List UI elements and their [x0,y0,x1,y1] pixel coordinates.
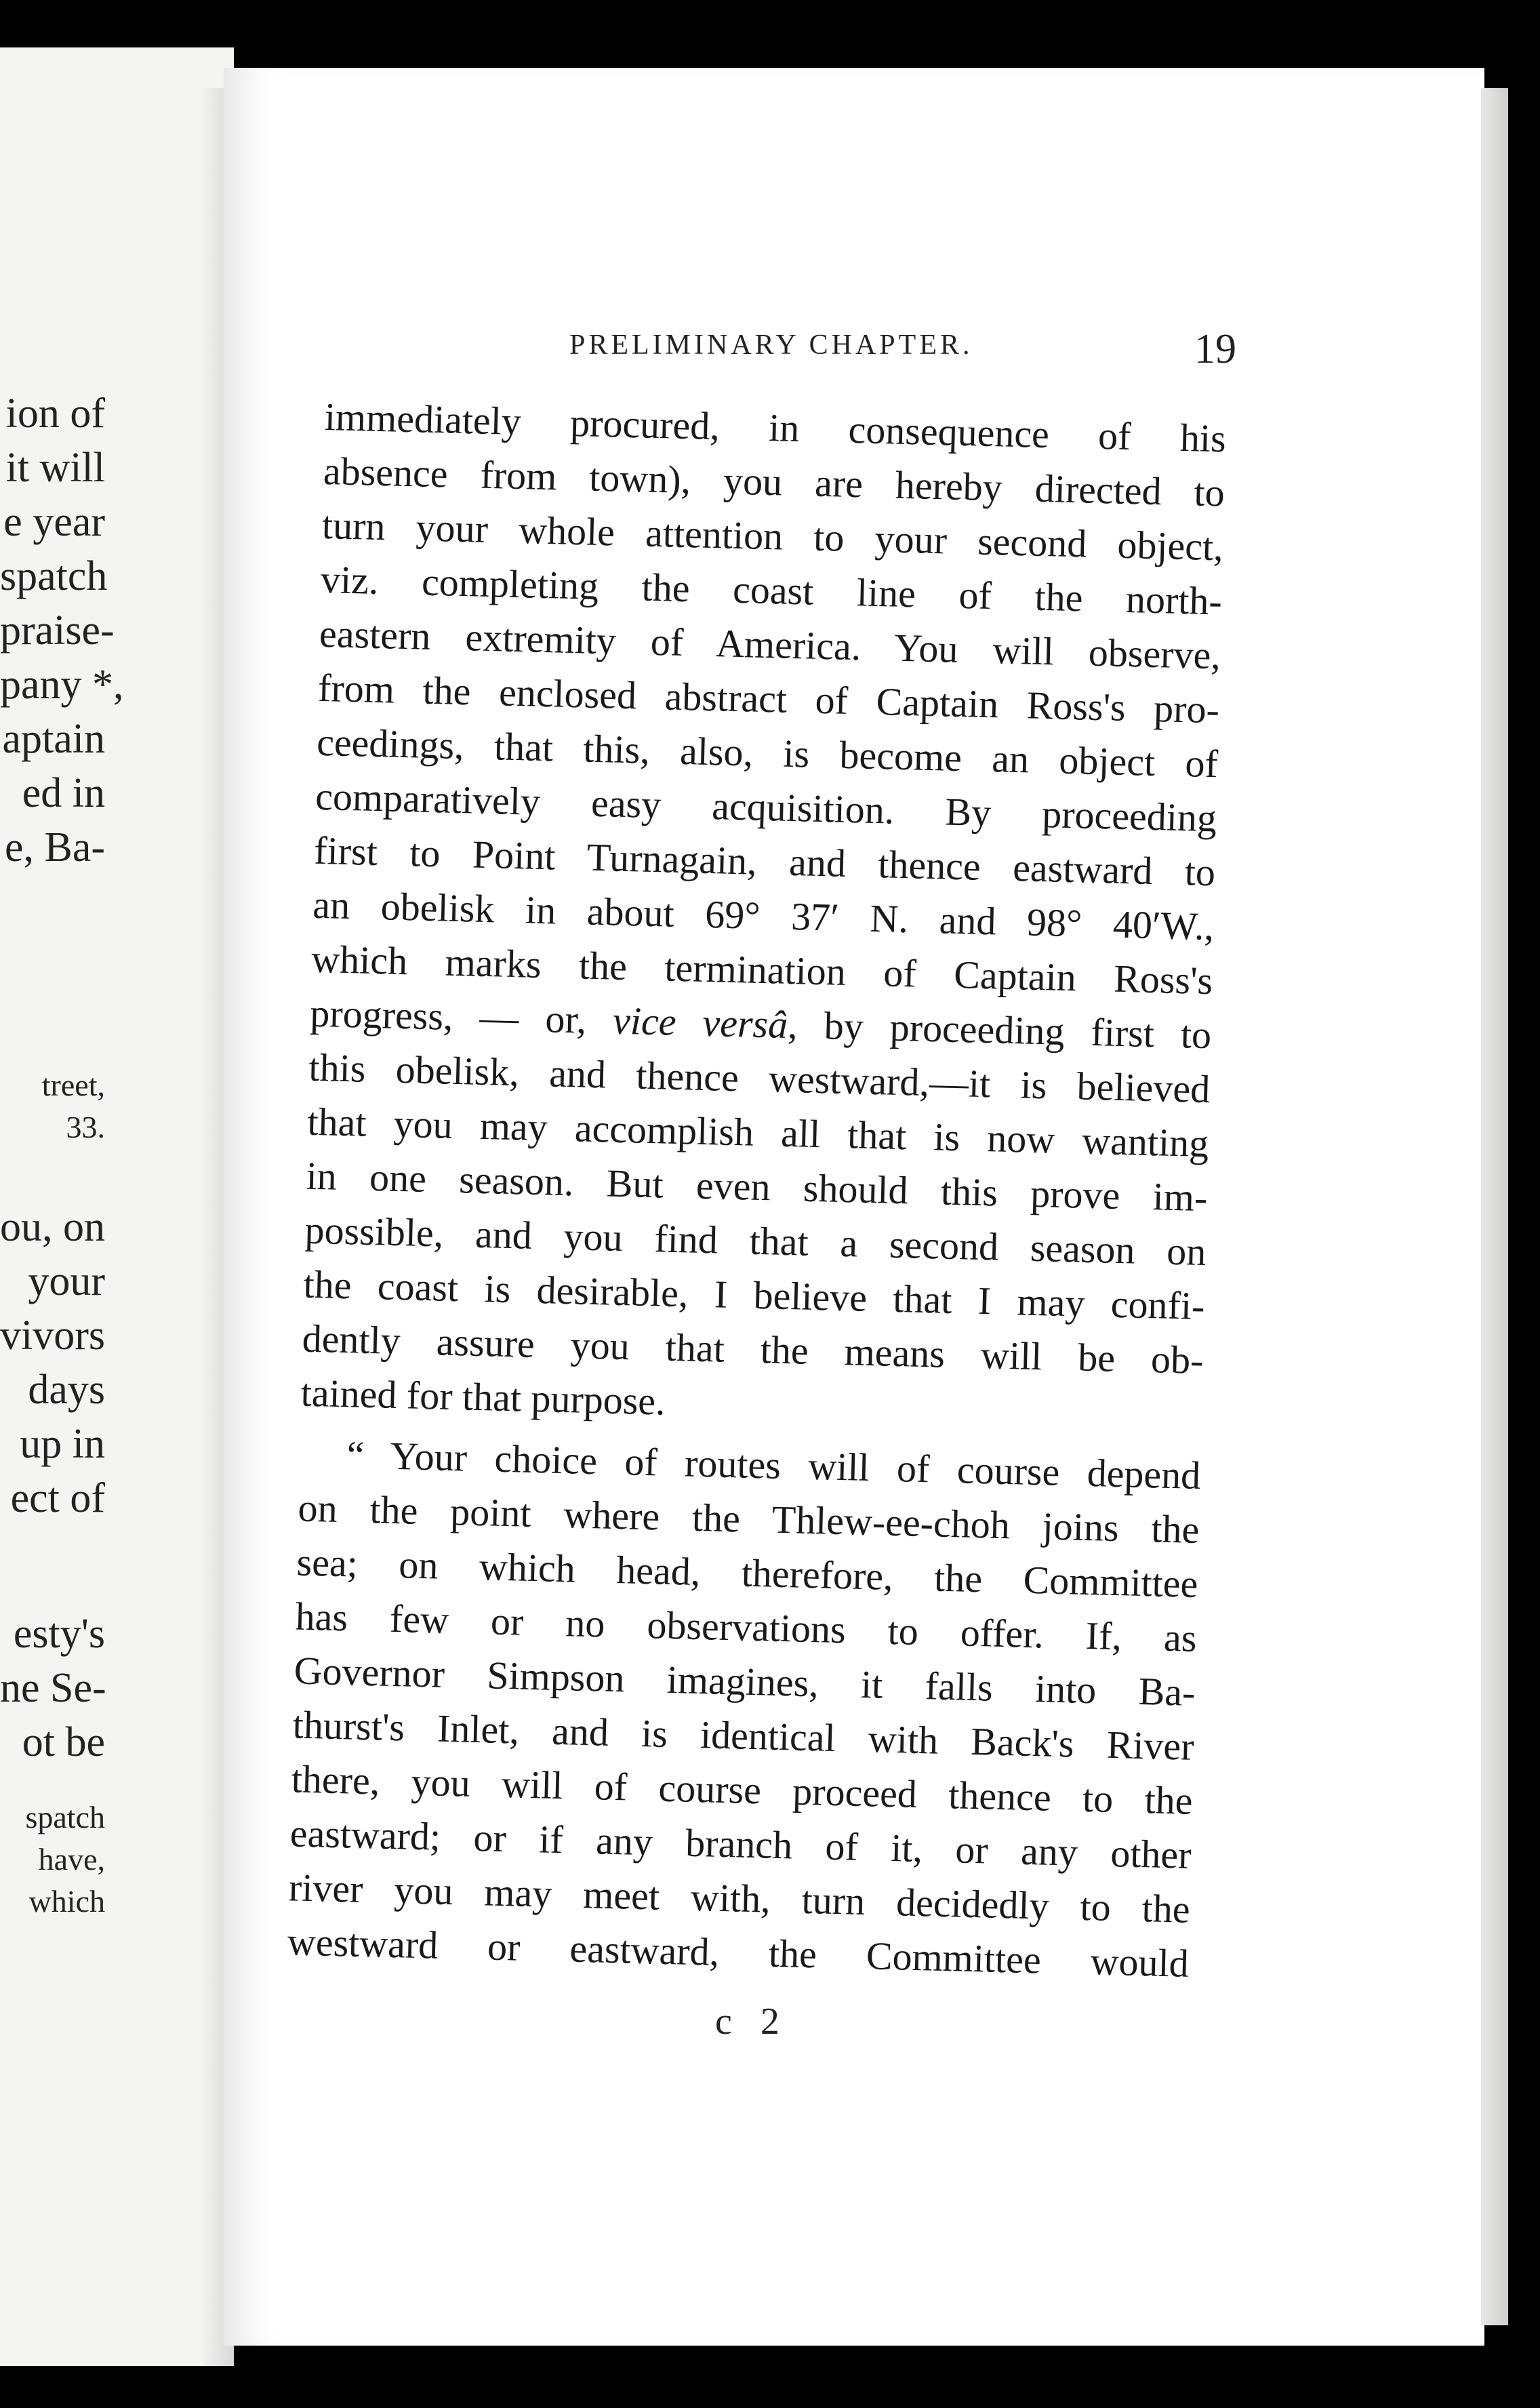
left-footnote-1 [0,1064,234,1148]
text-line: from the enclosed abstract of Captain Ross's pro- [317,665,1220,732]
text-line: an obelisk in about 69° 37′ N. and 98° 40′W., [312,882,1215,949]
text-line: thurst's Inlet, and is identical with Back's River [292,1702,1195,1769]
left-line: vivors [0,1312,105,1359]
text-line: sea; on which head, therefore, the Committee [296,1540,1199,1606]
text-line: immediately procured, in consequence of his [324,394,1227,461]
left-text-block-1 [0,386,234,875]
left-line: aptain [2,716,105,762]
text-line: eastern extremity of America. You will observe, [319,611,1221,678]
left-line: days [28,1367,105,1413]
left-line: ion of [5,390,105,437]
text-line: has few or no observations to offer. If, as [294,1594,1198,1660]
text-line: viz. completing the coast line of the north- [320,557,1223,624]
left-line: pany *, [0,662,124,708]
text-line: westward or eastward, the Committee would [287,1919,1190,1986]
text-line: dently assure you that the means will be ob- [302,1316,1204,1383]
text-line: eastward; or if any branch of it, or any other [289,1811,1192,1877]
page-edge-shadow [1481,88,1508,2325]
left-line: ed in [22,770,105,816]
text-line: which marks the termination of Captain Ross's [310,936,1213,1003]
text-line: possible, and you find that a second season on [304,1207,1207,1275]
left-text-block-3 [0,1607,234,1769]
left-line: e year [3,499,105,545]
left-line: it will [5,445,105,491]
left-footnote-2 [0,1797,234,1923]
left-line: esty's [13,1611,105,1657]
left-line: 33. [66,1110,105,1144]
text-line: tained for that purpose. [300,1370,666,1424]
text-line: absence from town), you are hereby directed to [323,448,1225,515]
left-text-block-2 [0,1200,234,1525]
left-line: which [28,1884,105,1919]
left-line: ot be [22,1719,105,1765]
left-line: ect of [10,1475,105,1521]
left-line: ne Se- [0,1665,106,1711]
left-line: ou, on [0,1204,105,1250]
signature-mark: c 2 [715,2001,789,2043]
text-line: in one season. But even should this prove im- [305,1153,1209,1220]
left-line: e, Ba- [4,824,105,870]
running-head: PRELIMINARY CHAPTER. [569,329,973,361]
left-line: up in [20,1421,105,1467]
page-number: 19 [1194,326,1236,372]
body-text [287,390,1227,1991]
text-line: this obelisk, and thence westward,—it is believed [308,1045,1211,1112]
left-line: spatch [0,553,108,599]
text-line: Governor Simpson imagines, it falls into Ba- [293,1648,1196,1714]
text-line: “ Your choice of routes will of course depend [346,1432,1202,1498]
left-line: your [28,1258,105,1304]
left-line: have, [38,1842,105,1877]
text-line: on the point where the Thlew-ee-choh joins the [297,1485,1200,1552]
left-line: spatch [25,1800,105,1834]
text-line: progress, — or, vice versâ, by proceeding first to [309,990,1212,1058]
text-line: comparatively easy acquisition. By proceeding [315,774,1217,841]
text-line: river you may meet with, turn decidedly to the [288,1865,1191,1931]
text-line: that you may accomplish all that is now wanting [306,1099,1210,1166]
text-line: there, you will of course proceed thence to the [291,1757,1194,1823]
italic-phrase: vice versâ [612,998,789,1047]
text-line: the coast is desirable, I believe that I may confi- [302,1262,1206,1329]
left-line: praise- [0,607,115,654]
text-line: turn your whole attention to your second object, [321,502,1224,569]
text-line: first to Point Turnagain, and thence eastward to [313,828,1216,895]
left-facing-page [0,47,234,2366]
left-line: treet, [41,1068,105,1102]
text-line: ceedings, that this, also, is become an object of [316,719,1219,786]
